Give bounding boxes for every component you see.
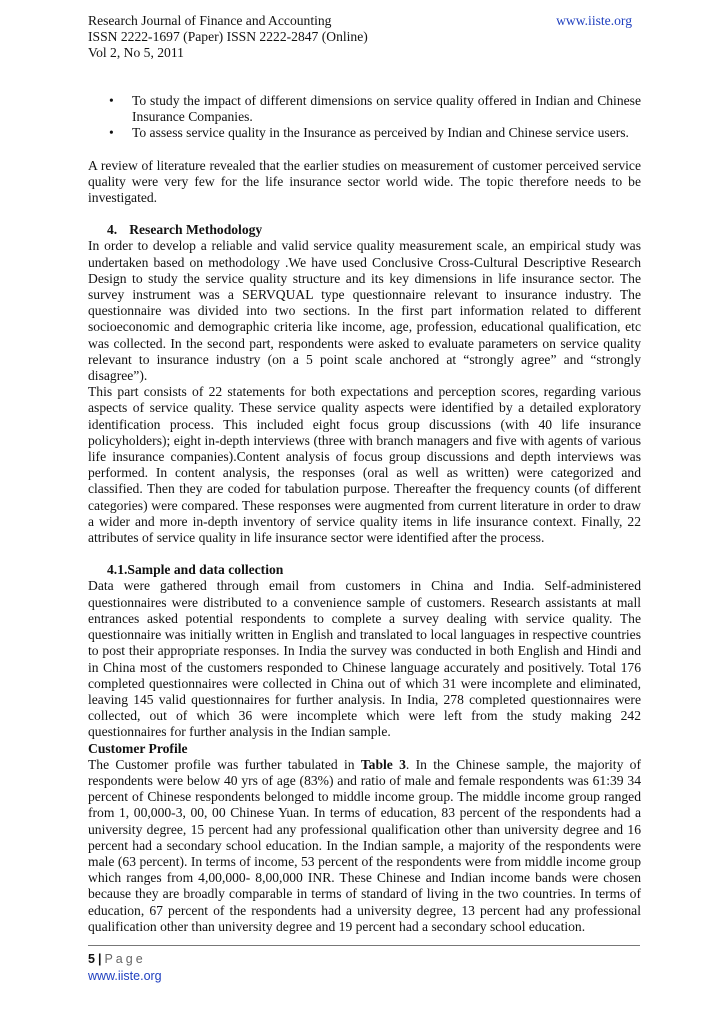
page-number-value: 5 [88,952,95,966]
literature-review-paragraph: A review of literature revealed that the earlier studies on measurement of customer perceived service quality were very few for the life insurance sector world wide. The topic therefore needs to be investigated. [88,157,641,206]
footer-divider [88,945,640,946]
bullet-icon: • [109,125,114,141]
paragraph-text: . In the Chinese sample, the majority of respondents were below 40 yrs of age (83%) and ratio of male and female respondents was 61:39 34 percent of Chinese respondents belonged to middle income group. The middle income group ranged from 1, 00,000-3, 00, 00 Chinese Yuan. In terms of education, 83 percent of the respondents had a university degree, 15 percent had any professional qualification other than university degree and 16 percent had a secondary school education. In the Indian sample, a majority of the respondents were male (63 percent). In terms of income, 53 percent of the respondents were from middle income group which ranges from 4,00,000- 8,00,000 INR. These Chinese and Indian income bands were chosen because they are broadly comparable in terms of standard of living in the two countries. In terms of education, 67 percent of the respondents had a university degree, 13 percent had any professional qualification other than university degree and 19 percent had a secondary school education. [88,756,641,934]
journal-title: Research Journal of Finance and Accounting [88,13,332,28]
list-item [109,93,641,125]
methodology-paragraph-1: In order to develop a reliable and valid service quality measurement scale, an empirical study was undertaken based on methodology .We have used Conclusive Cross-Cultural Descriptive Research Design to study the service quality structure and its key dimensions in life insurance sector. The survey instrument was a SERVQUAL type questionnaire relevant to insurance industry. The questionnaire was divided into two sections. In the first part information related to different socioeconomic and demographic criteria like income, age, profession, educational qualification, etc was collected. In the second part, respondents were asked to evaluate parameters on service quality relevant to insurance industry (on a 5 point scale anchored at “strongly agree” and “strongly disagree”). [88,238,641,384]
list-item [109,125,641,141]
sample-paragraph: Data were gathered through email from customers in China and India. Self-administered questionnaires were distributed to a convenience sample of customers. Research assistants at mall entrances asked potential respondents to complete a survey dealing with service quality. The questionnaire was initially written in English and translated to local languages in respective countries to post their appropriate responses. In India the survey was conducted in both English and Hindi and in China most of the customers responded to Chinese language accurately and positively. Total 176 completed questionnaires were collected in China out of which 31 were incomplete and eliminated, leaving 145 valid questionnaires for further analysis. In India, 278 completed questionnaires were collected, out of which 36 were incomplete which were left from the study making 242 questionnaires for further analysis in the Indian sample. [88,578,641,740]
page-label: Page [104,952,146,966]
article-body [88,93,641,935]
section-heading-sample-data-collection: 4.1.Sample and data collection [107,562,284,578]
customer-profile-heading: Customer Profile [88,740,188,756]
footer-site-link[interactable]: www.iiste.org [88,969,162,984]
page-number [88,951,640,967]
section-heading-research-methodology [107,222,641,238]
volume-line: Vol 2, No 5, 2011 [88,45,184,61]
customer-profile-paragraph [88,757,641,935]
objectives-list [88,93,641,142]
section-number: 4. [107,222,118,238]
page-header [88,13,640,62]
list-item-text: To assess service quality in the Insurance as perceived by Indian and Chinese service users. [132,125,629,141]
paragraph-text: The Customer profile was further tabulated in [88,756,361,772]
section-title: Research Methodology [129,222,263,238]
table-reference: Table 3 [360,756,406,772]
page-footer [88,945,640,984]
list-item-text: To study the impact of different dimensions on service quality offered in Indian and Chinese Insurance Companies. [132,93,641,125]
header-url-link[interactable]: www.iiste.org [556,13,632,28]
issn-line: ISSN 2222-1697 (Paper) ISSN 2222-2847 (Online) [88,29,368,45]
page-separator: | [97,952,102,966]
bullet-icon: • [109,93,114,108]
methodology-paragraph-2: This part consists of 22 statements for both expectations and perception scores, regarding various aspects of service quality. These service quality aspects were identified by a detailed exploratory identification process. This included eight focus group discussions (with 40 life insurance policyholders); eight in-depth interviews (three with branch managers and five with agents of various life insurance companies).Content analysis of focus group discussions and depth interviews was performed. In content analysis, the responses (oral as well as written) were categorized and classified. Then they are coded for tabulation purpose. Thereafter the frequency counts (of different categories) were compared. These responses were augmented from current literature in order to draw a wider and more in-depth inventory of service quality items in life insurance context. Finally, 22 attributes of service quality in life insurance sector were identified after the process. [88,384,641,546]
